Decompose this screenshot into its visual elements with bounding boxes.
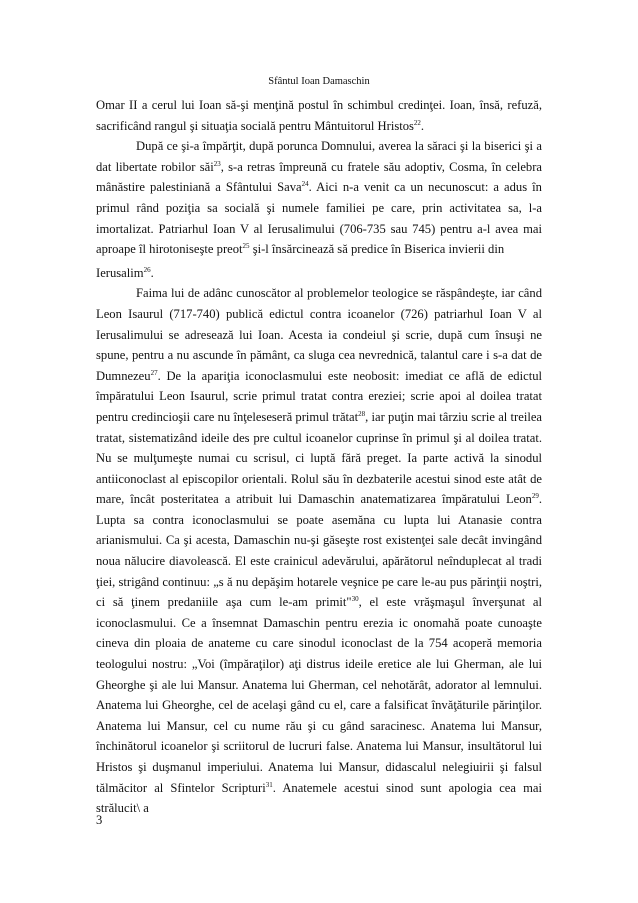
paragraph	[96, 263, 542, 284]
footnote-ref: 22	[413, 118, 421, 127]
footnote-ref: 27	[150, 368, 158, 377]
footnote-ref: 24	[301, 180, 309, 189]
footnote-ref: 26	[143, 265, 151, 274]
footnote-ref: 29	[531, 492, 539, 501]
text-run: După ce şi-a împărţit, după porunca Domnului, averea la săraci şi la biserici şi a dat libertate robilor săi	[96, 139, 542, 174]
paragraph	[96, 136, 542, 260]
text-run: Omar II a cerul lui Ioan să-şi menţină postul în schimbul credinţei. Ioan, însă, refuză, sacrificând rangul şi situaţia socială pentru Mântuitorul Hristos	[96, 98, 542, 133]
body-text	[96, 95, 542, 819]
text-run: .	[420, 118, 425, 133]
footnote-ref: 25	[242, 242, 250, 251]
text-run: Ierusalim	[96, 265, 144, 280]
footnote-ref: 23	[213, 159, 221, 168]
text-run: şi-l însărcinează să predice în Biserica invierii din	[249, 242, 505, 257]
text-run: Faima lui de adânc cunoscător al problemelor teologice se răspândeşte, iar când Leon Isaurul (717-740) publică edictul contra icoanelor (726) patriarhul Ioan V al Ierusalimului se adresează lui Ioan. Acesta ia condeiul şi scrie, după cum însuşi ne spune, pentru a nu ascunde în pământ, ca sluga cea nevrednică, talantul care i s-a dat de Dumnezeu	[96, 286, 542, 383]
text-run: , el este vrăşmaşul înverşunat al iconoclasmului. Ce a însemnat Damaschin pentru erezia ic onomahă poate cunoaşte cineva din ploaia de anateme cu care sinodul iconoclast de la 754 acoperă memoria teologului nostru: „Voi (împăraţilor) aţi distrus ideile eretice ale lui Gherman, ale lui Gheorghe şi ale lui Mansur. Anatema lui Gherman, cel nehotărât, adorator al lemnului. Anatema lui Gheorghe, cel de acelaşi gând cu el, care a falsificat învăţăturile părinţilor. Anatema lui Mansur, cel cu nume rău şi cu gând saracinesc. Anatema lui Mansur, închinătorul icoanelor şi scriitorul de lucruri false. Anatema lui Mansur, insultătorul lui Hristos şi duşmanul imperiului. Anatema lui Mansur, didascalul nelegiuirii şi falsul tălmăcitor al Sfintelor Scripturi	[96, 595, 542, 795]
text-run: .	[150, 265, 154, 280]
text-run: . Aici n-a venit ca un necunoscut: a adus în primul rând poziţia sa socială şi numele familiei pe care, prin activitatea sa, l-a imortalizat. Patriarhul Ioan V al Ierusalimului (706-735 sau 745) pentru a-l avea mai aproape îl hirotoniseşte preot	[96, 180, 542, 257]
paragraph	[96, 283, 542, 818]
footnote-ref: 28	[358, 409, 366, 418]
text-run: . Lupta sa contra iconoclasmului se poate asemăna cu lupta lui Atanasie contra arianismului. Ca şi acesta, Damaschin nu-şi găseşte rost existenţei sale decât invingând noua nălucire diavolească. El este crainicul adevărului, apărătorul neînduplecat al tradi ţiei, strigând continuu: „s ă nu depăşim hotarele veşnice pe care le-au pus părinţii noştri, ci să ţinem predaniile aşa cum le-am primit"	[96, 492, 542, 610]
page-number: 3	[96, 813, 103, 827]
text-run: , iar puţin mai târziu scrie al treilea tratat, sistematizând ideile des pre cultul icoanelor cuprinse în primul şi al doilea tratat. Nu se mulţumeşte numai cu scrisul, ci luptă fără preget. Ia parte activă la sinodul antiiconoclast al episcopilor orientali. Rolul său în dezbaterile acestui sinod este atât de mare, încât posteritatea a atribuit lui Damaschin anatematizarea împăratului Leon	[96, 409, 543, 507]
footnote-ref: 31	[265, 780, 273, 789]
running-header: Sfântul Ioan Damaschin	[268, 76, 370, 87]
paragraph	[96, 95, 542, 136]
text-run: , s-a retras împreună cu fratele său adoptiv, Cosma, în celebra mânăstire palestiniană a Sfântului Sava	[96, 159, 542, 195]
text-run: . De la apariţia iconoclasmului este neobosit: imediat ce află de edictul împăratului Leon Isaurul, scrie primul tratat contra ereziei; scrie apoi al doilea tratat pentru credincioşii care nu înţeleseseră primul trătat	[96, 368, 542, 424]
footnote-ref: 30	[351, 595, 359, 604]
text-run: . Anatemele acestui sinod sunt apologia cea mai strălucit\ a	[96, 780, 542, 816]
